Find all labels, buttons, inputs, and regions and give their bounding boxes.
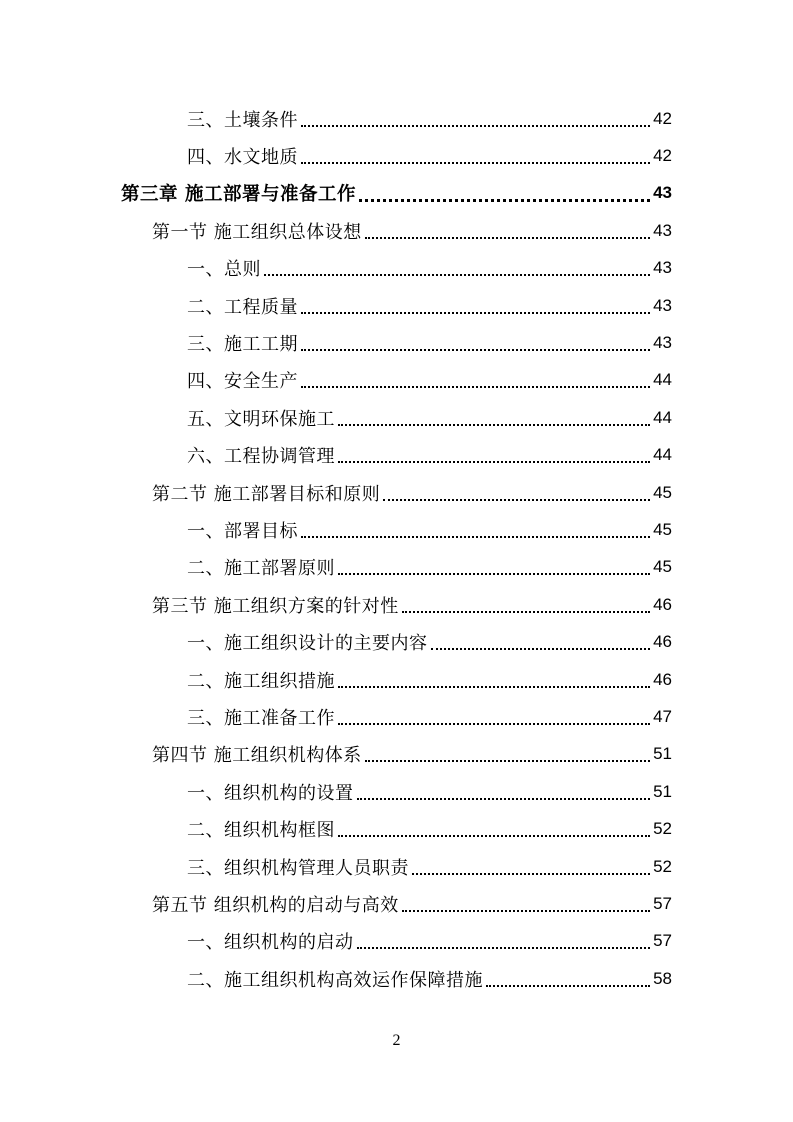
toc-leader-dots [365, 237, 650, 239]
toc-leader-dots [357, 798, 651, 800]
toc-leader-dots [301, 349, 650, 351]
toc-entry-title: 第一节 施工组织总体设想 [152, 221, 362, 243]
toc-entry-page: 51 [653, 781, 672, 801]
toc-entry[interactable] [0, 137, 793, 174]
toc-entry-page: 44 [653, 407, 672, 427]
toc-entry-title: 二、施工组织机构高效运作保障措施 [187, 969, 483, 991]
toc-entry[interactable] [0, 549, 793, 586]
toc-leader-dots [338, 461, 650, 463]
toc-entry[interactable] [0, 324, 793, 361]
toc-entry-page: 44 [653, 445, 672, 465]
toc-leader-dots [431, 648, 651, 650]
toc-entry-page: 57 [653, 893, 672, 913]
toc-entry[interactable] [0, 661, 793, 698]
toc-entry-page: 57 [653, 931, 672, 951]
toc-entry-title: 四、水文地质 [187, 147, 298, 169]
toc-entry-title: 第五节 组织机构的启动与高效 [152, 894, 399, 916]
toc-entry-title: 一、组织机构的启动 [187, 932, 354, 954]
toc-leader-dots [264, 274, 650, 276]
toc-leader-dots [301, 312, 650, 314]
toc-entry-page: 46 [653, 632, 672, 652]
toc-entry-page: 44 [653, 370, 672, 390]
toc-entry-page: 52 [653, 856, 672, 876]
toc-leader-dots [301, 125, 650, 127]
toc-entry-title: 五、文明环保施工 [187, 408, 335, 430]
toc-entry-title: 一、组织机构的设置 [187, 782, 354, 804]
toc-entry-page: 45 [653, 557, 672, 577]
toc-entry-title: 三、施工工期 [187, 334, 298, 356]
toc-entry-page: 43 [653, 258, 672, 278]
toc-chapter-entry[interactable] [0, 175, 793, 212]
toc-leader-dots [359, 199, 650, 202]
toc-leader-dots [357, 947, 651, 949]
toc-leader-dots [301, 536, 650, 538]
toc-entry-page: 43 [653, 295, 672, 315]
toc-leader-dots [365, 760, 650, 762]
toc-leader-dots [301, 386, 650, 388]
toc-entry-page: 52 [653, 819, 672, 839]
toc-leader-dots [338, 835, 650, 837]
page-number: 2 [392, 1032, 401, 1049]
toc-entry-title: 二、工程质量 [187, 296, 298, 318]
toc-entry-page: 51 [653, 744, 672, 764]
toc-leader-dots [301, 162, 650, 164]
toc-leader-dots [486, 985, 650, 987]
toc-leader-dots [338, 686, 650, 688]
toc-entry[interactable] [0, 698, 793, 735]
toc-entry[interactable] [0, 362, 793, 399]
toc-entry[interactable] [0, 848, 793, 885]
toc-section-entry[interactable] [0, 212, 793, 249]
toc-entry[interactable] [0, 287, 793, 324]
toc-entry-page: 43 [653, 220, 672, 240]
toc-entry-title: 一、施工组织设计的主要内容 [187, 633, 428, 655]
table-of-contents [0, 100, 793, 997]
toc-entry-page: 47 [653, 706, 672, 726]
toc-leader-dots [412, 873, 650, 875]
toc-section-entry[interactable] [0, 586, 793, 623]
toc-entry[interactable] [0, 810, 793, 847]
toc-entry[interactable] [0, 437, 793, 474]
toc-entry[interactable] [0, 100, 793, 137]
toc-entry-title: 一、部署目标 [187, 520, 298, 542]
toc-entry-title: 第三节 施工组织方案的针对性 [152, 595, 399, 617]
toc-entry-title: 二、施工部署原则 [187, 558, 335, 580]
toc-entry-page: 46 [653, 669, 672, 689]
toc-leader-dots [402, 611, 650, 613]
toc-section-entry[interactable] [0, 885, 793, 922]
toc-entry-page: 58 [653, 968, 672, 988]
toc-entry-title: 三、组织机构管理人员职责 [187, 857, 409, 879]
toc-entry-page: 43 [653, 333, 672, 353]
toc-entry-page: 45 [653, 482, 672, 502]
toc-entry-page: 42 [653, 108, 672, 128]
toc-entry[interactable] [0, 773, 793, 810]
toc-entry[interactable] [0, 399, 793, 436]
toc-leader-dots [338, 723, 650, 725]
toc-entry-title: 二、组织机构框图 [187, 820, 335, 842]
toc-entry[interactable] [0, 250, 793, 287]
toc-entry[interactable] [0, 511, 793, 548]
toc-entry-title: 第四节 施工组织机构体系 [152, 745, 362, 767]
toc-section-entry[interactable] [0, 736, 793, 773]
toc-entry-title: 二、施工组织措施 [187, 670, 335, 692]
toc-entry-title: 一、总则 [187, 259, 261, 281]
toc-entry-title: 三、施工准备工作 [187, 707, 335, 729]
toc-entry-title: 第三章 施工部署与准备工作 [121, 184, 356, 206]
toc-leader-dots [338, 573, 650, 575]
toc-leader-dots [338, 424, 650, 426]
toc-entry-page: 45 [653, 519, 672, 539]
toc-entry-title: 三、土壤条件 [187, 109, 298, 131]
toc-leader-dots [383, 499, 650, 501]
toc-section-entry[interactable] [0, 474, 793, 511]
toc-entry[interactable] [0, 623, 793, 660]
toc-entry-page: 46 [653, 594, 672, 614]
toc-entry-title: 六、工程协调管理 [187, 446, 335, 468]
toc-leader-dots [402, 910, 650, 912]
toc-entry-title: 四、安全生产 [187, 371, 298, 393]
toc-entry-page: 42 [653, 146, 672, 166]
toc-entry-page: 43 [653, 183, 672, 203]
toc-entry[interactable] [0, 923, 793, 960]
toc-entry[interactable] [0, 960, 793, 997]
toc-entry-title: 第二节 施工部署目标和原则 [152, 483, 381, 505]
